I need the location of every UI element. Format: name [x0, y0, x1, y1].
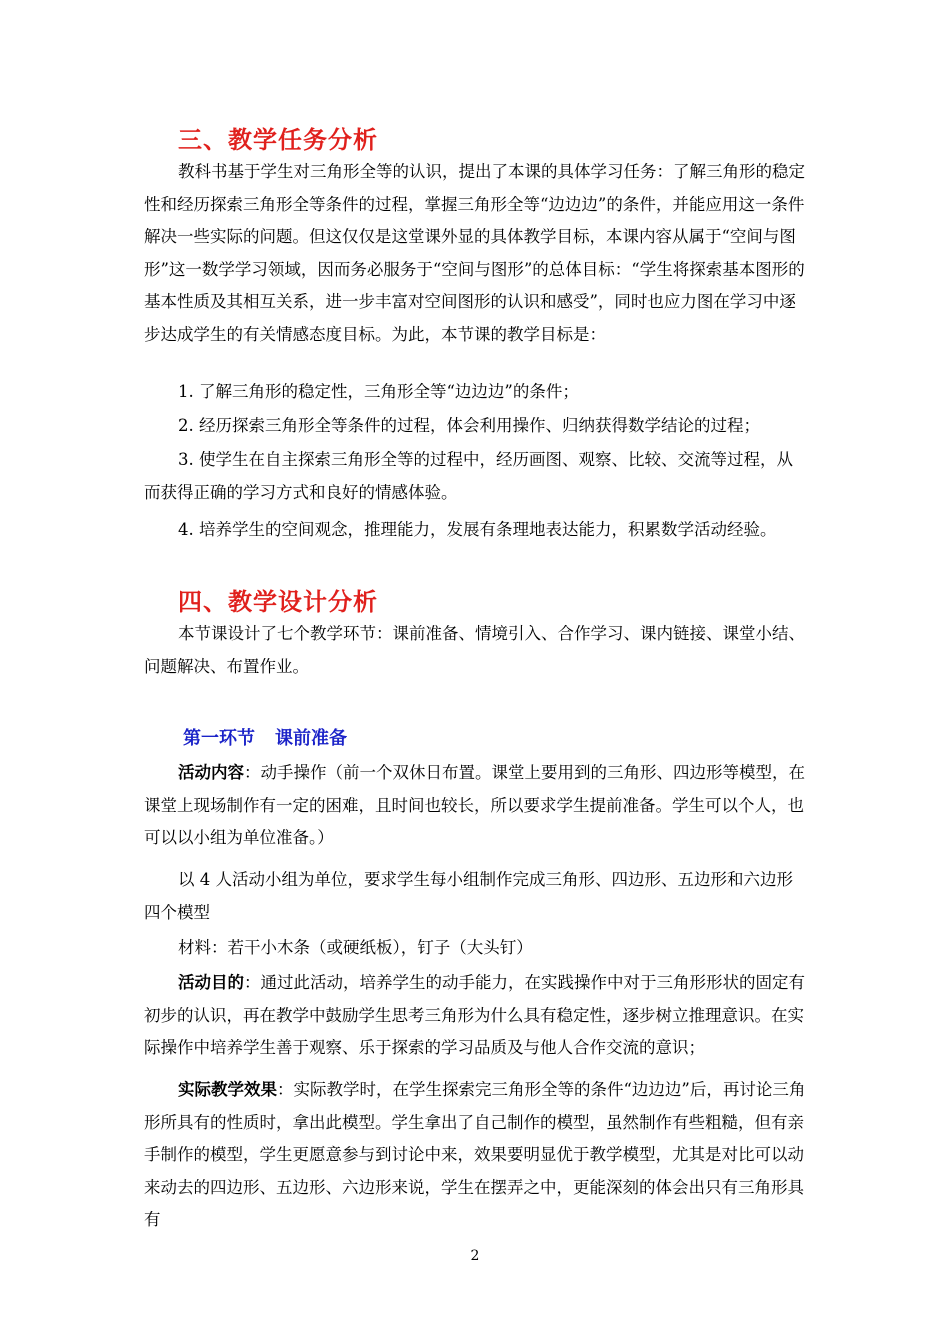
purpose-label: 活动目的	[178, 973, 244, 992]
goal-item-2: 2. 经历探索三角形全等条件的过程，体会利用操作、归纳获得数学结论的过程；	[178, 416, 760, 435]
step1-heading-title: 课前准备	[275, 728, 347, 749]
activity-content-paragraph	[144, 757, 808, 855]
activity-content-label: 活动内容	[178, 763, 244, 782]
section4-paragraph: 本节课设计了七个教学环节：课前准备、情境引入、合作学习、课内链接、课堂小结、问题解决、布置作业。	[144, 624, 805, 676]
section4-heading: 四、教学设计分析	[178, 588, 378, 616]
goal-item-3: 3. 使学生在自主探索三角形全等的过程中，经历画图、观察、比较、交流等过程，从而获得正确的学习方式和良好的情感体验。	[144, 450, 793, 502]
effect-paragraph	[144, 1074, 808, 1237]
materials-paragraph: 材料：若干小木条（或硬纸板），钉子（大头钉）	[178, 938, 533, 957]
section3-paragraph: 教科书基于学生对三角形全等的认识，提出了本课的具体学习任务：了解三角形的稳定性和经历探索三角形全等条件的过程，掌握三角形全等“边边边”的条件，并能应用这一条件解决一些实际的问题。但这仅仅是这堂课外显的具体教学目标，本课内容从属于“空间与图形”这一数学学习领域，因而务必服务于“空间与图形”的总体目标：“学生将探索基本图形的基本性质及其相互关系，进一步丰富对空间图形的认识和感受”，同时也应力图在学习中逐步达成学生的有关情感态度目标。为此，本节课的教学目标是：	[144, 162, 805, 344]
purpose-paragraph	[144, 967, 808, 1065]
effect-label: 实际教学效果	[178, 1080, 277, 1099]
purpose-text: ：通过此活动，培养学生的动手能力，在实践操作中对于三角形形状的固定有初步的认识，再在教学中鼓励学生思考三角形为什么具有稳定性，逐步树立推理意识。在实际操作中培养学生善于观察、乐于探索的学习品质及与他人合作交流的意识；	[144, 973, 805, 1058]
activity-content-text: ：动手操作（前一个双休日布置。课堂上要用到的三角形、四边形等模型，在课堂上现场制作有一定的困难，且时间也较长，所以要求学生提前准备。学生可以个人，也可以以小组为单位准备。）	[144, 763, 805, 848]
goal-item-1: 1. 了解三角形的稳定性，三角形全等“边边边”的条件；	[178, 382, 579, 401]
effect-text: ：实际教学时，在学生探索完三角形全等的条件“边边边”后，再讨论三角形所具有的性质时，拿出此模型。学生拿出了自己制作的模型，虽然制作有些粗糙，但有亲手制作的模型，学生更愿意参与到讨论中来，效果要明显优于教学模型，尤其是对比可以动来动去的四边形、五边形、六边形来说，学生在摆弄之中，更能深刻的体会出只有三角形具有	[144, 1080, 806, 1230]
step1-heading	[183, 724, 347, 750]
section3-heading: 三、教学任务分析	[178, 126, 378, 154]
group-paragraph: 以 4 人活动小组为单位，要求学生每小组制作完成三角形、四边形、五边形和六边形四个模型	[144, 870, 793, 922]
step1-heading-number: 第一环节	[183, 728, 255, 749]
goal-item-4: 4. 培养学生的空间观念，推理能力，发展有条理地表达能力，积累数学活动经验。	[178, 520, 777, 539]
page-number: 2	[470, 1248, 480, 1264]
